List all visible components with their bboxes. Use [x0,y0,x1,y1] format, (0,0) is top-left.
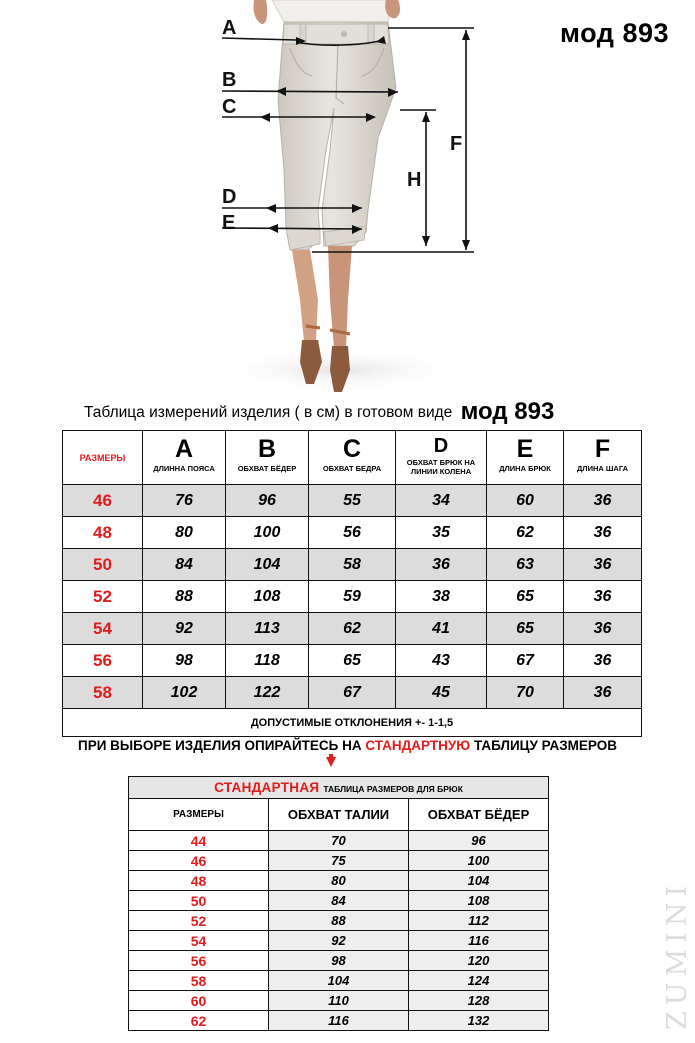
value-cell: 76 [143,485,226,517]
hips-cell: 104 [409,871,549,891]
value-cell: 65 [309,645,396,677]
value-cell: 70 [487,677,564,709]
advice-highlight: СТАНДАРТНУЮ [365,738,471,753]
pants [278,22,396,250]
table-row [129,911,549,931]
table-row [129,931,549,951]
value-cell: 36 [564,517,642,549]
value-cell: 98 [143,645,226,677]
size-cell: 52 [63,581,143,613]
waist-cell: 110 [269,991,409,1011]
column-letter: D [433,435,449,457]
capri-pants-illustration [0,0,695,400]
table-row [63,517,642,549]
measurement-table-header [63,431,642,485]
brand-watermark: ZUMINI [662,879,693,1030]
size-cell: 56 [129,951,269,971]
value-cell: 55 [309,485,396,517]
column-letter: A [174,435,194,463]
column-label: ДЛИНА БРЮК [499,464,551,473]
size-cell: 54 [129,931,269,951]
label-b: B [222,69,237,91]
column-letter: F [594,435,611,463]
sandal-strap [306,326,320,328]
size-cell: 48 [129,871,269,891]
size-cell: 56 [63,645,143,677]
size-cell: 54 [63,613,143,645]
column-label: ОБХВАТ БЕДРА [322,464,382,473]
size-cell: 50 [129,891,269,911]
label-a: A [222,17,237,39]
garment-measurement-figure [0,0,695,400]
size-cell: 60 [129,991,269,1011]
table-row [129,851,549,871]
column-header [564,431,642,485]
value-cell: 59 [309,581,396,613]
standard-table-title-cell [129,777,549,799]
waist-cell: 92 [269,931,409,951]
value-cell: 92 [143,613,226,645]
hips-cell: 116 [409,931,549,951]
std-header-waist: ОБХВАТ ТАЛИИ [269,799,409,831]
value-cell: 122 [226,677,309,709]
cuff-left [286,228,320,250]
label-c: C [222,96,237,118]
arrowhead [268,224,278,233]
hips-cell: 112 [409,911,549,931]
column-letter: C [342,435,362,463]
arrowhead [422,112,430,122]
waist-cell: 116 [269,1011,409,1031]
measurement-table-body [63,485,642,709]
value-cell: 36 [564,645,642,677]
size-cell: 48 [63,517,143,549]
arrowhead [422,236,430,246]
table-row [129,951,549,971]
table-row [129,991,549,1011]
line-e [222,228,362,229]
value-cell: 80 [143,517,226,549]
waist-cell: 104 [269,971,409,991]
arrowhead [462,30,470,40]
value-cell: 36 [564,613,642,645]
column-letter: E [516,435,534,463]
value-cell: 60 [487,485,564,517]
table-row [63,645,642,677]
size-cell: 50 [63,549,143,581]
std-header-sizes: РАЗМЕРЫ [129,799,269,831]
column-letter: B [257,435,277,463]
standard-title-red: СТАНДАРТНАЯ [214,779,320,795]
tolerance-note: ДОПУСТИМЫЕ ОТКЛОНЕНИЯ +- 1-1,5 [63,709,642,737]
measurement-table [62,430,642,737]
value-cell: 36 [564,581,642,613]
standard-title-rest: ТАБЛИЦА РАЗМЕРОВ ДЛЯ БРЮК [323,783,463,794]
value-cell: 35 [396,517,487,549]
standard-table-title [129,777,549,799]
value-cell: 67 [309,677,396,709]
value-cell: 65 [487,581,564,613]
standard-size-table [128,776,549,1031]
table-row [63,613,642,645]
table-row [129,1011,549,1031]
waist-button [341,31,347,37]
value-cell: 62 [487,517,564,549]
value-cell: 36 [564,485,642,517]
value-cell: 113 [226,613,309,645]
label-d: D [222,186,237,208]
standard-table-header [129,799,549,831]
hips-cell: 128 [409,991,549,1011]
hips-cell: 120 [409,951,549,971]
arrowhead [462,240,470,250]
value-cell: 65 [487,613,564,645]
label-e: E [222,212,236,234]
hips-cell: 96 [409,831,549,851]
table-row [129,891,549,911]
sizes-header: РАЗМЕРЫ [63,431,143,485]
value-cell: 118 [226,645,309,677]
caption-model: мод 893 [460,398,555,425]
table-row [129,871,549,891]
advice-after: ТАБЛИЦУ РАЗМЕРОВ [470,738,618,753]
value-cell: 100 [226,517,309,549]
line-b [222,91,398,92]
value-cell: 84 [143,549,226,581]
size-cell: 58 [129,971,269,991]
column-label: ДЛИНА ШАГА [576,464,629,473]
value-cell: 96 [226,485,309,517]
label-h: H [407,169,422,191]
size-cell: 46 [63,485,143,517]
column-header [487,431,564,485]
table-row [129,831,549,851]
value-cell: 36 [564,549,642,581]
value-cell: 58 [309,549,396,581]
table-row [63,677,642,709]
standard-table-body [129,831,549,1031]
arrowhead [260,113,270,122]
size-advice [0,738,695,753]
size-cell: 62 [129,1011,269,1031]
waist-cell: 98 [269,951,409,971]
value-cell: 41 [396,613,487,645]
model-title: мод 893 [560,18,669,48]
column-header [143,431,226,485]
waist-cell: 80 [269,871,409,891]
value-cell: 34 [396,485,487,517]
value-cell: 108 [226,581,309,613]
left-hand [253,0,267,24]
value-cell: 45 [396,677,487,709]
value-cell: 36 [396,549,487,581]
waist-cell: 84 [269,891,409,911]
label-f: F [450,133,463,155]
column-header [396,431,487,485]
waist-cell: 75 [269,851,409,871]
value-cell: 88 [143,581,226,613]
hips-cell: 132 [409,1011,549,1031]
table-row [63,549,642,581]
hips-cell: 108 [409,891,549,911]
table-row [63,581,642,613]
column-header [226,431,309,485]
advice-before: ПРИ ВЫБОРЕ ИЗДЕЛИЯ ОПИРАЙТЕСЬ НА [77,738,366,753]
value-cell: 67 [487,645,564,677]
hips-cell: 124 [409,971,549,991]
column-label: ОБХВАТ БЁДЕР [237,464,297,473]
value-cell: 62 [309,613,396,645]
caption-text: Таблица измерений изделия ( в см) в готовом виде [84,404,453,421]
value-cell: 56 [309,517,396,549]
column-header [309,431,396,485]
column-label: ОБХВАТ БРЮК НА ЛИНИИ КОЛЕНА [406,458,476,476]
size-cell: 44 [129,831,269,851]
value-cell: 43 [396,645,487,677]
shirt [272,0,392,22]
size-cell: 58 [63,677,143,709]
arrow-down-icon [326,757,336,767]
tolerance-row [63,709,642,737]
size-cell: 46 [129,851,269,871]
hips-cell: 100 [409,851,549,871]
waist-cell: 70 [269,831,409,851]
value-cell: 104 [226,549,309,581]
value-cell: 36 [564,677,642,709]
waist-cell: 88 [269,911,409,931]
arrowhead [266,204,276,213]
value-cell: 102 [143,677,226,709]
value-cell: 63 [487,549,564,581]
std-header-hips: ОБХВАТ БЁДЕР [409,799,549,831]
column-label: ДЛИННА ПОЯСА [153,464,215,473]
size-cell: 52 [129,911,269,931]
table-row [129,971,549,991]
table-row [63,485,642,517]
value-cell: 38 [396,581,487,613]
belt-loop-right [368,24,374,44]
measure-table-caption [84,398,554,426]
